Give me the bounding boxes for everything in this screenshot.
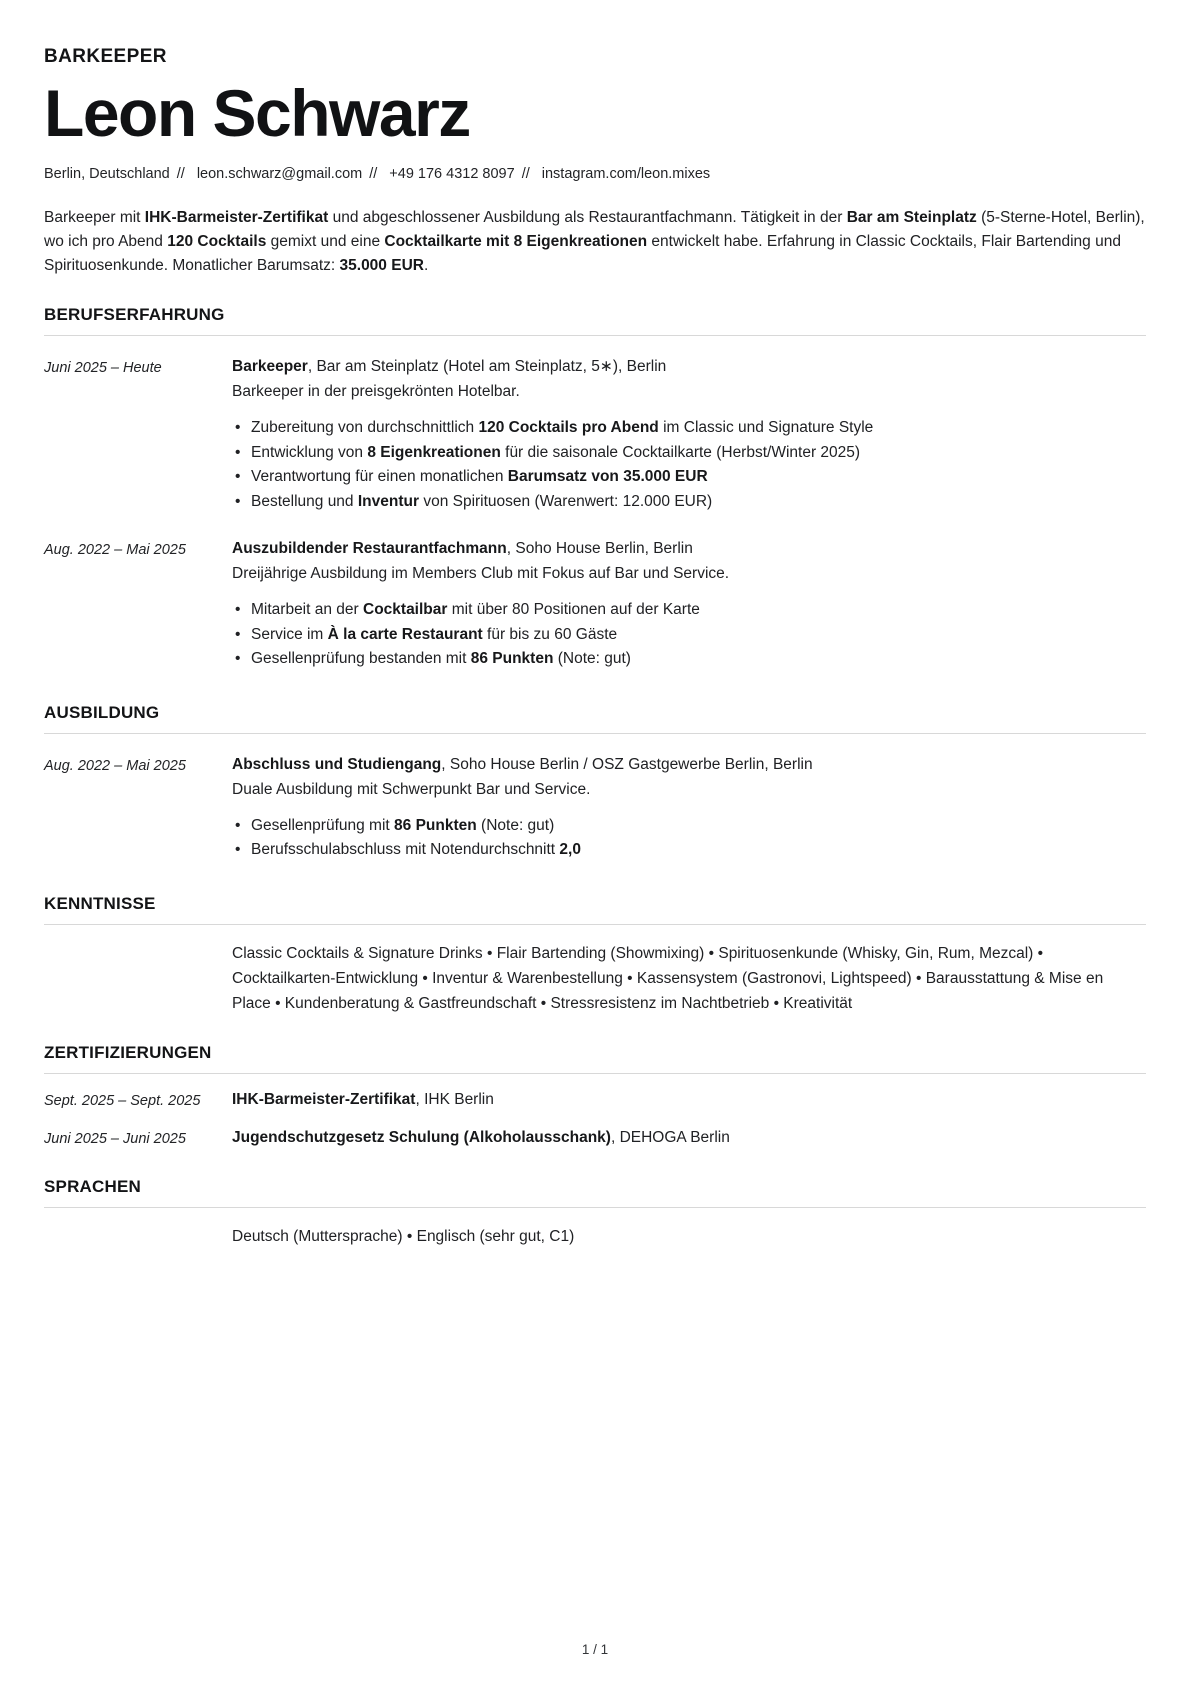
entry-date: Aug. 2022 – Mai 2025 bbox=[44, 542, 186, 558]
entry-content bbox=[232, 1125, 1146, 1150]
contact-separator: // bbox=[521, 166, 530, 182]
bullet-item: • Zubereitung von durchschnittlich 120 Cocktails pro Abend im Classic und Signature Style bbox=[232, 416, 1146, 441]
section-berufserfahrung bbox=[44, 305, 1146, 676]
section-heading: ZERTIFIZIERUNGEN bbox=[44, 1043, 1146, 1074]
bullet-item: • Bestellung und Inventur von Spirituosen (Warenwert: 12.000 EUR) bbox=[232, 490, 1146, 515]
entry-content bbox=[232, 752, 1146, 867]
section-heading: KENNTNISSE bbox=[44, 894, 1146, 925]
bullet-item: • Berufsschulabschluss mit Notendurchschnitt 2,0 bbox=[232, 838, 1146, 863]
section-sprachen bbox=[44, 1177, 1146, 1249]
entry-title: Abschluss und Studiengang, Soho House Berlin / OSZ Gastgewerbe Berlin, Berlin bbox=[232, 755, 813, 773]
skills-text: Classic Cocktails & Signature Drinks • Flair Bartending (Showmixing) • Spirituosenkunde (Whisky, Gin, Rum, Mezcal) • Cocktailkarten-Entwicklung • Inventur & Warenbestellung • Kassensystem (Gastronovi, Lightspeed) • Barausstattung & Mise en Place • Kundenberatung & Gastfreundschaft • Stressresistenz im Nachtbetrieb • Kreativität bbox=[232, 944, 1104, 1012]
certification-entry bbox=[44, 1112, 1146, 1150]
entry-date: Aug. 2022 – Mai 2025 bbox=[44, 757, 186, 774]
bullet-item: • Gesellenprüfung mit 86 Punkten (Note: gut) bbox=[232, 814, 1146, 839]
entry-title: Jugendschutzgesetz Schulung (Alkoholausschank), DEHOGA Berlin bbox=[232, 1128, 730, 1146]
contact-phone: +49 176 4312 8097 bbox=[389, 166, 515, 182]
entry-subtitle: Duale Ausbildung mit Schwerpunkt Bar und Service. bbox=[232, 780, 591, 798]
contact-instagram: instagram.com/leon.mixes bbox=[541, 166, 711, 182]
entry-title: Barkeeper, Bar am Steinplatz (Hotel am Steinplatz, 5∗), Berlin bbox=[232, 358, 667, 375]
languages-entry bbox=[44, 1208, 1146, 1249]
entry-content bbox=[232, 1087, 1146, 1112]
entry-content bbox=[232, 536, 1146, 676]
experience-entry bbox=[44, 336, 1146, 518]
bullet-item: • Gesellenprüfung bestanden mit 86 Punkten (Note: gut) bbox=[232, 647, 1146, 672]
entry-date: Juni 2025 – Heute bbox=[44, 360, 162, 376]
section-ausbildung bbox=[44, 703, 1146, 867]
experience-entry bbox=[44, 518, 1146, 676]
entry-date-empty bbox=[44, 1224, 232, 1249]
section-heading: AUSBILDUNG bbox=[44, 703, 1146, 734]
resume-header bbox=[44, 46, 1146, 182]
contact-separator: // bbox=[176, 166, 185, 182]
entry-date-empty bbox=[44, 941, 232, 1016]
section-heading: BERUFSERFAHRUNG bbox=[44, 305, 1146, 336]
contact-separator: // bbox=[369, 166, 378, 182]
bullet-item: • Mitarbeit an der Cocktailbar mit über 80 Positionen auf der Karte bbox=[232, 598, 1146, 623]
bullet-item: • Service im À la carte Restaurant für bis zu 60 Gäste bbox=[232, 623, 1146, 648]
education-entry bbox=[44, 734, 1146, 867]
bullet-item: • Entwicklung von 8 Eigenkreationen für die saisonale Cocktailkarte (Herbst/Winter 2025) bbox=[232, 441, 1146, 466]
entry-content bbox=[232, 354, 1146, 518]
section-zertifizierungen bbox=[44, 1043, 1146, 1150]
person-name: Leon Schwarz bbox=[44, 76, 470, 150]
entry-subtitle: Barkeeper in der preisgekrönten Hotelbar. bbox=[232, 383, 520, 400]
bullet-item: • Verantwortung für einen monatlichen Barumsatz von 35.000 EUR bbox=[232, 465, 1146, 490]
section-kenntnisse bbox=[44, 894, 1146, 1016]
skills-entry bbox=[44, 925, 1146, 1016]
contact-location: Berlin, Deutschland bbox=[44, 166, 170, 182]
section-heading: SPRACHEN bbox=[44, 1177, 1146, 1208]
entry-subtitle: Dreijährige Ausbildung im Members Club mit Fokus auf Bar und Service. bbox=[232, 565, 730, 582]
profile-summary: Barkeeper mit IHK-Barmeister-Zertifikat und abgeschlossener Ausbildung als Restaurantfachmann. Tätigkeit in der Bar am Steinplatz (5-Sterne-Hotel, Berlin), wo ich pro Abend 120 Cocktails gemixt und eine Cocktailkarte mit 8 Eigenkreationen entwickelt habe. Erfahrung in Classic Cocktails, Flair Bartending und Spirituosenkunde. Monatlicher Barumsatz: 35.000 EUR. bbox=[44, 209, 1145, 274]
contact-line bbox=[44, 166, 1146, 182]
certification-entry bbox=[44, 1074, 1146, 1112]
role-label: BARKEEPER bbox=[44, 46, 167, 67]
bullet-list bbox=[232, 416, 1146, 514]
entry-title: Auszubildender Restaurantfachmann, Soho House Berlin, Berlin bbox=[232, 540, 693, 557]
bullet-list bbox=[232, 598, 1146, 672]
contact-email: leon.schwarz@gmail.com bbox=[196, 166, 363, 182]
bullet-list bbox=[232, 814, 1146, 863]
page-indicator: 1 / 1 bbox=[581, 1642, 609, 1657]
entry-title: IHK-Barmeister-Zertifikat, IHK Berlin bbox=[232, 1090, 494, 1108]
entry-date: Sept. 2025 – Sept. 2025 bbox=[44, 1092, 201, 1109]
languages-text: Deutsch (Muttersprache) • Englisch (sehr gut, C1) bbox=[232, 1227, 575, 1245]
entry-date: Juni 2025 – Juni 2025 bbox=[44, 1130, 186, 1147]
